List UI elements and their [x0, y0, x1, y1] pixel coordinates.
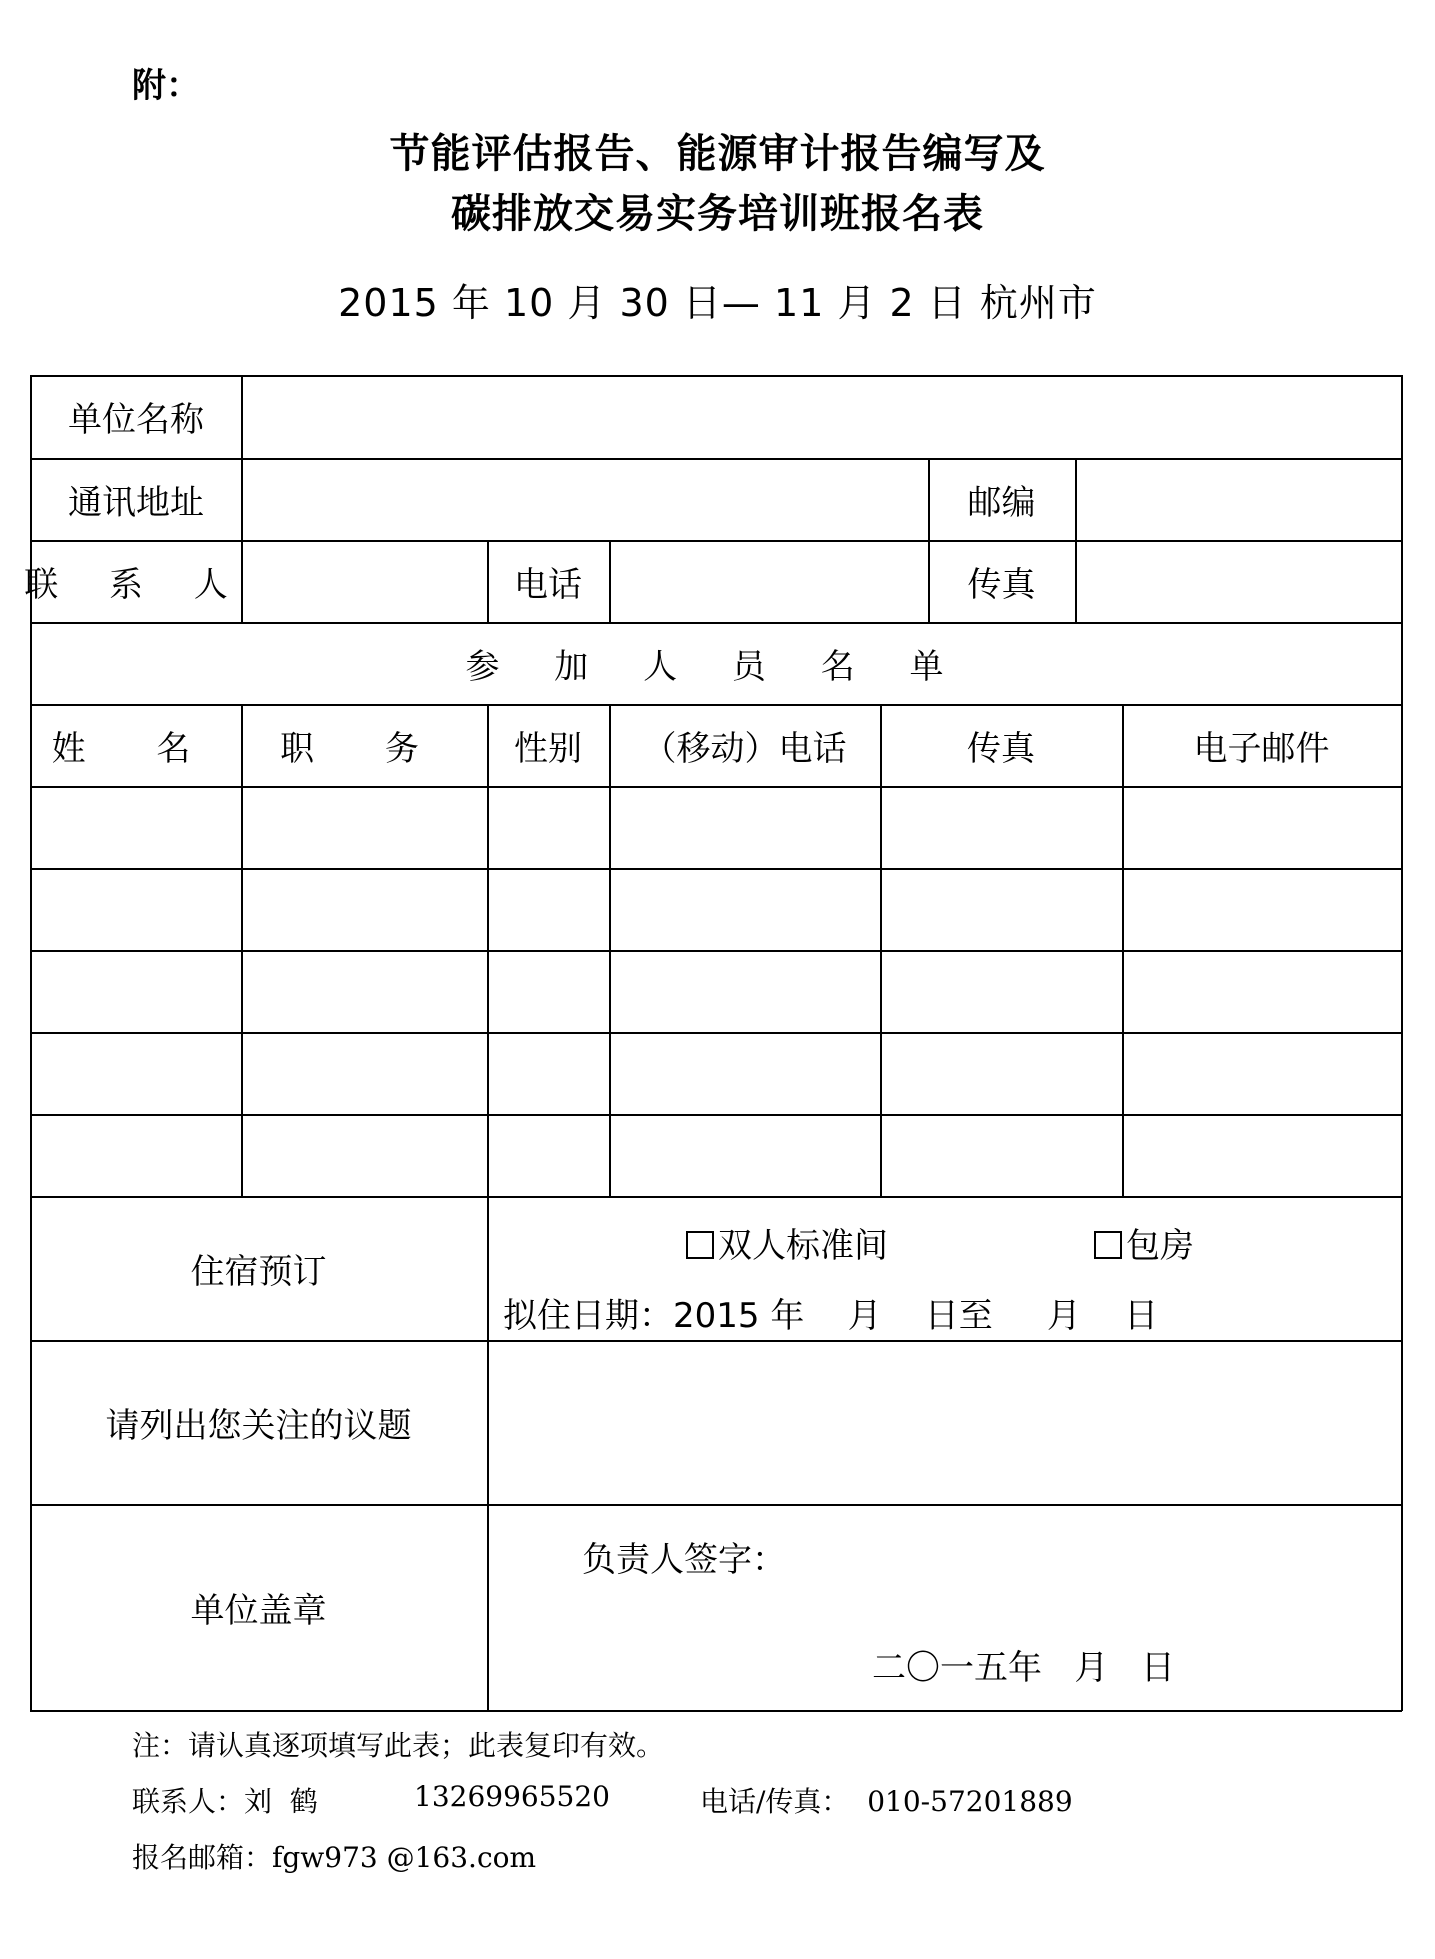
phone-label: 电话	[514, 564, 582, 605]
postcode-label: 邮编	[967, 482, 1036, 523]
contact-label: 联 系 人	[24, 564, 248, 605]
form-title-line1: 节能评估报告、能源审计报告编写及	[389, 131, 1046, 177]
participants-header: 参 加 人 员 名 单	[465, 646, 966, 687]
sign-date: 二〇一五年 月 日	[872, 1648, 1175, 1688]
topics-label: 请列出您关注的议题	[105, 1405, 412, 1446]
contact-mobile: 13269965520	[414, 1780, 610, 1813]
col-fax: 传真	[967, 728, 1035, 769]
col-email: 电子邮件	[1193, 728, 1330, 769]
col-name: 姓 名	[51, 728, 221, 769]
signature-label: 负责人签字：	[582, 1540, 786, 1580]
suite-option[interactable]	[1094, 1218, 1194, 1267]
checkbox-icon[interactable]	[1094, 1231, 1122, 1259]
twin-room-label: 双人标准间	[718, 1226, 888, 1266]
twin-room-option[interactable]	[686, 1218, 888, 1267]
fax-label: 传真	[967, 564, 1036, 605]
form-title-line2: 碳排放交易实务培训班报名表	[451, 191, 984, 237]
org-name-label: 单位名称	[68, 400, 204, 440]
col-mobile: （移动）电话	[642, 728, 847, 769]
address-label: 通讯地址	[68, 482, 204, 523]
seal-label: 单位盖章	[190, 1590, 327, 1631]
contact-field[interactable]	[242, 540, 487, 622]
note-text: 注：请认真逐项填写此表；此表复印有效。	[132, 1729, 665, 1762]
col-gender: 性别	[514, 728, 582, 769]
fax-field[interactable]	[1076, 540, 1401, 622]
attachment-label: 附：	[132, 66, 200, 106]
signup-email: 报名邮箱：fgw973 @163.com	[132, 1841, 537, 1874]
address-field[interactable]	[242, 458, 928, 540]
topics-field[interactable]	[488, 1340, 1401, 1504]
phone-field[interactable]	[610, 540, 928, 622]
org-name-field[interactable]	[242, 375, 1401, 458]
suite-label: 包房	[1126, 1226, 1194, 1266]
phone-fax: 电话/传真： 010-57201889	[700, 1785, 1073, 1818]
checkbox-icon[interactable]	[686, 1231, 714, 1259]
accommodation-label: 住宿预订	[190, 1251, 327, 1292]
col-position: 职 务	[280, 728, 449, 769]
postcode-field[interactable]	[1076, 458, 1401, 540]
event-date-location: 2015 年 10 月 30 日— 11 月 2 日 杭州市	[338, 281, 1097, 325]
stay-dates[interactable]: 拟住日期：2015 年 月 日至 月 日	[503, 1296, 1159, 1336]
contact-person: 联系人：刘 鹤	[132, 1785, 318, 1818]
